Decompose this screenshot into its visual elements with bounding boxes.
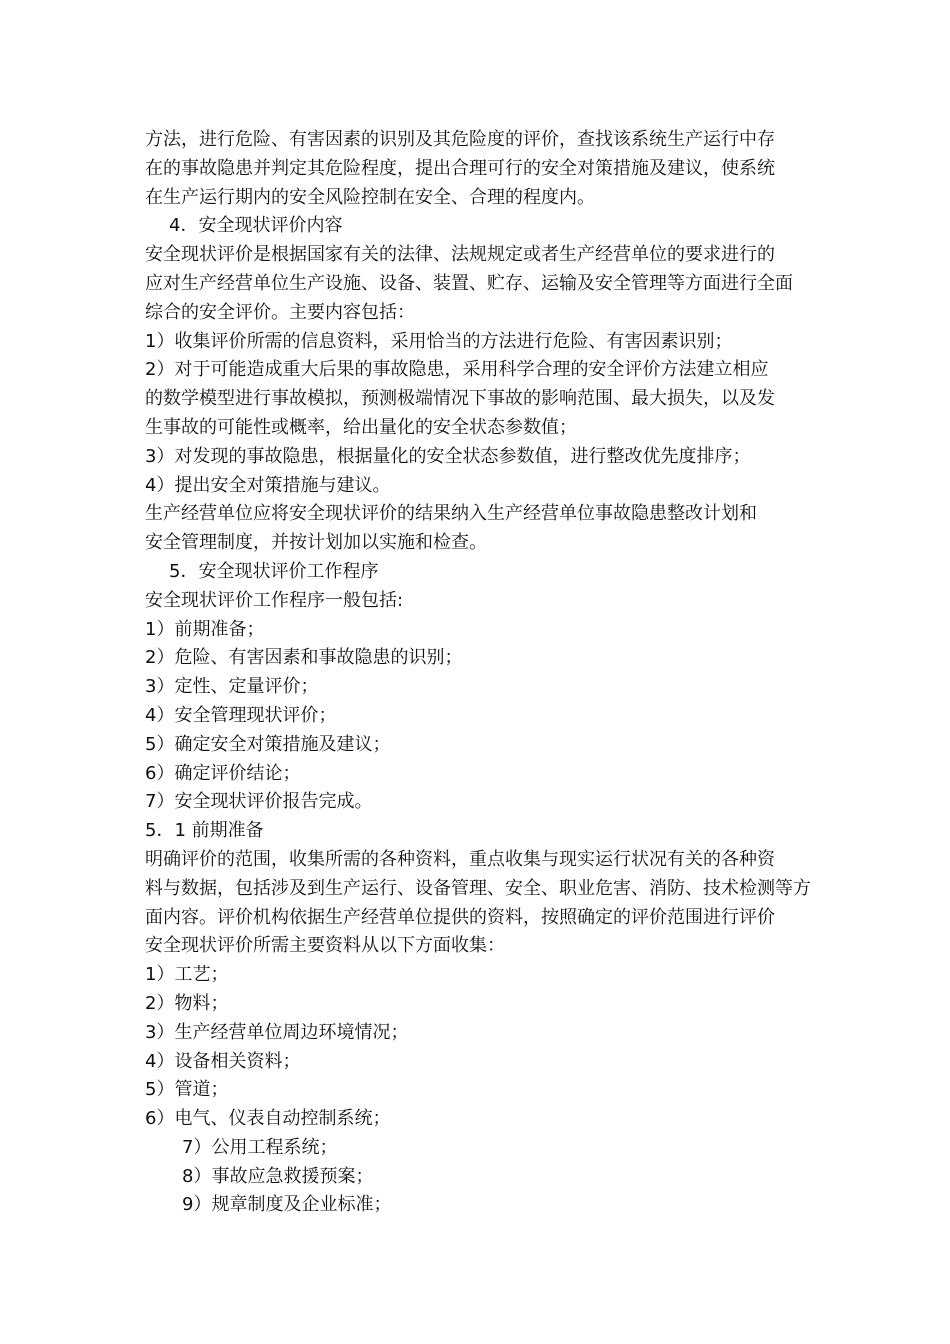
paragraph-line: 安全现状评价是根据国家有关的法律、法规规定或者生产经营单位的要求进行的 xyxy=(145,244,775,266)
subsection-heading-5-1: 5．1 前期准备 xyxy=(145,820,264,842)
section-heading-5: 5．安全现状评价工作程序 xyxy=(169,560,379,582)
paragraph-line: 料与数据，包括涉及到生产运行、设备管理、安全、职业危害、消防、技术检测等方 xyxy=(145,877,811,899)
paragraph-line: 应对生产经营单位生产设施、设备、装置、贮存、运输及安全管理等方面进行全面 xyxy=(145,272,793,294)
list-item: 6）电气、仪表自动控制系统； xyxy=(145,1108,391,1130)
list-item: 5）确定安全对策措施及建议； xyxy=(145,733,391,755)
list-item: 5）管道； xyxy=(145,1079,229,1101)
list-item: 6）确定评价结论； xyxy=(145,762,301,784)
paragraph-line: 方法，进行危险、有害因素的识别及其危险度的评价，查找该系统生产运行中存 xyxy=(145,129,775,150)
paragraph-line: 在生产运行期内的安全风险控制在安全、合理的程度内。 xyxy=(145,186,595,208)
section-heading-4: 4．安全现状评价内容 xyxy=(169,215,343,237)
list-item-continued: 的数学模型进行事故模拟，预测极端情况下事故的影响范围、最大损失，以及发 xyxy=(145,388,775,410)
paragraph-line: 安全现状评价所需主要资料从以下方面收集： xyxy=(145,935,505,957)
list-item: 8）事故应急救援预案； xyxy=(182,1165,374,1187)
paragraph-line: 在的事故隐患并判定其危险程度，提出合理可行的安全对策措施及建议，使系统 xyxy=(145,157,775,179)
list-item: 1）前期准备； xyxy=(145,618,265,640)
list-item: 2）对于可能造成重大后果的事故隐患，采用科学合理的安全评价方法建立相应 xyxy=(145,359,769,381)
list-item: 7）公用工程系统； xyxy=(182,1136,338,1158)
paragraph-line: 安全现状评价工作程序一般包括: xyxy=(145,589,404,611)
list-item: 1）收集评价所需的信息资料，采用恰当的方法进行危险、有害因素识别； xyxy=(145,330,733,352)
list-item: 2）物料； xyxy=(145,992,229,1014)
paragraph-line: 安全管理制度，并按计划加以实施和检查。 xyxy=(145,532,487,554)
list-item: 7）安全现状评价报告完成。 xyxy=(145,791,373,813)
paragraph-line: 面内容。评价机构依据生产经营单位提供的资料，按照确定的评价范围进行评价 xyxy=(145,906,775,928)
list-item: 4）设备相关资料； xyxy=(145,1050,301,1072)
list-item: 3）生产经营单位周边环境情况； xyxy=(145,1021,409,1043)
paragraph-line: 生产经营单位应将安全现状评价的结果纳入生产经营单位事故隐患整改计划和 xyxy=(145,503,757,525)
list-item: 4）提出安全对策措施与建议。 xyxy=(145,474,391,496)
document-page xyxy=(145,126,815,1220)
list-item: 9）规章制度及企业标准； xyxy=(182,1194,392,1216)
paragraph-line: 明确评价的范围，收集所需的各种资料，重点收集与现实运行状况有关的各种资 xyxy=(145,848,775,870)
list-item: 2）危险、有害因素和事故隐患的识别； xyxy=(145,647,463,669)
paragraph-line: 综合的安全评价。主要内容包括： xyxy=(145,301,415,323)
list-item: 1）工艺； xyxy=(145,964,229,986)
list-item-continued: 生事故的可能性或概率，给出量化的安全状态参数值； xyxy=(145,416,577,438)
list-item: 3）定性、定量评价； xyxy=(145,676,319,698)
list-item: 4）安全管理现状评价； xyxy=(145,704,337,726)
list-item: 3）对发现的事故隐患，根据量化的安全状态参数值，进行整改优先度排序； xyxy=(145,445,751,467)
